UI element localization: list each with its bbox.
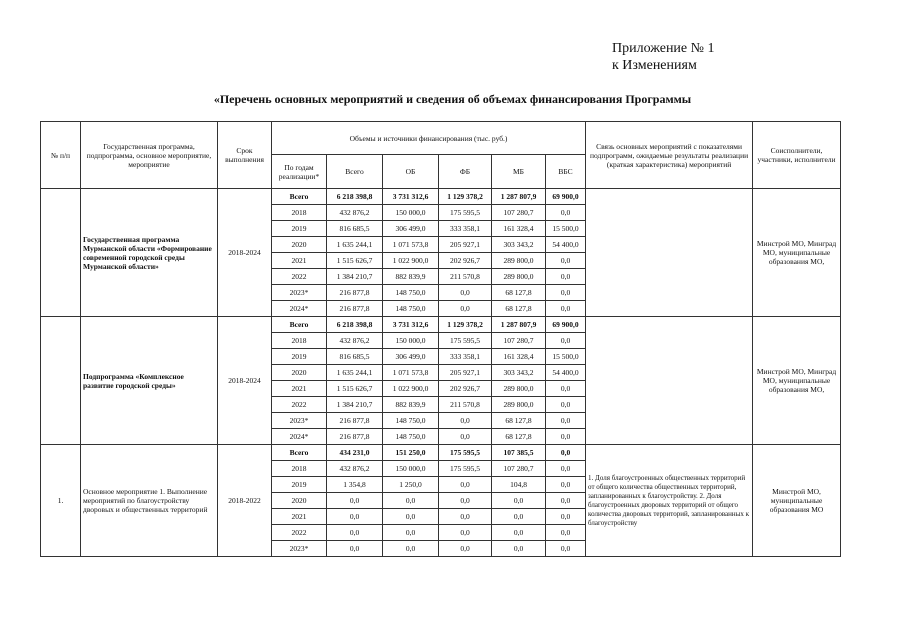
cell-ob: 882 839,9 (383, 397, 439, 413)
cell-vbs: 0,0 (546, 541, 586, 557)
cell-vbs: 0,0 (546, 461, 586, 477)
header-by-years: По годам реализации* (272, 155, 327, 189)
cell-total: 6 218 398,8 (327, 317, 383, 333)
cell-year: 2018 (272, 461, 327, 477)
cell-vbs: 0,0 (546, 413, 586, 429)
cell-vbs: 0,0 (546, 525, 586, 541)
cell-fb: 205 927,1 (439, 365, 492, 381)
cell-fb: 0,0 (439, 525, 492, 541)
cell-ob: 150 000,0 (383, 205, 439, 221)
cell-year: 2024* (272, 301, 327, 317)
cell-mb: 289 800,0 (492, 269, 546, 285)
row-number (41, 189, 81, 317)
cell-total: 434 231,0 (327, 445, 383, 461)
cell-ob: 151 250,0 (383, 445, 439, 461)
link-cell (586, 189, 753, 317)
cell-fb: 0,0 (439, 301, 492, 317)
cell-ob: 148 750,0 (383, 285, 439, 301)
program-name: Подпрограмма «Комплексное развитие городской среды» (81, 317, 218, 445)
cell-fb: 1 129 378,2 (439, 317, 492, 333)
cell-mb: 289 800,0 (492, 381, 546, 397)
cell-mb: 107 385,5 (492, 445, 546, 461)
cell-year: 2022 (272, 525, 327, 541)
cell-total: 0,0 (327, 493, 383, 509)
cell-mb: 303 343,2 (492, 365, 546, 381)
cell-vbs: 0,0 (546, 397, 586, 413)
cell-total: 1 384 210,7 (327, 397, 383, 413)
row-number (41, 317, 81, 445)
cell-total: 1 635 244,1 (327, 237, 383, 253)
document-title: «Перечень основных мероприятий и сведения об объемах финансирования Программы (213, 92, 692, 106)
cell-vbs: 69 900,0 (546, 317, 586, 333)
cell-year: 2018 (272, 205, 327, 221)
header-program: Государственная программа, подпрограмма, основное мероприятие, мероприятие (81, 122, 218, 189)
cell-total: 216 877,8 (327, 413, 383, 429)
cell-mb: 104,8 (492, 477, 546, 493)
cell-vbs: 0,0 (546, 285, 586, 301)
cell-year: Всего (272, 189, 327, 205)
cell-mb: 0,0 (492, 525, 546, 541)
cell-year: 2021 (272, 509, 327, 525)
cell-year: 2024* (272, 429, 327, 445)
cell-fb: 1 129 378,2 (439, 189, 492, 205)
table-row (41, 189, 841, 205)
program-name: Государственная программа Мурманской области «Формирование современной городской среды Мурманской области» (81, 189, 218, 317)
cell-mb: 0,0 (492, 509, 546, 525)
cell-year: 2022 (272, 397, 327, 413)
table-row (41, 317, 841, 333)
header-ob: ОБ (383, 155, 439, 189)
header-mb: МБ (492, 155, 546, 189)
header-executors: Соисполнители, участники, исполнители (753, 122, 841, 189)
cell-ob: 150 000,0 (383, 461, 439, 477)
cell-ob: 1 250,0 (383, 477, 439, 493)
cell-ob: 306 499,0 (383, 349, 439, 365)
cell-total: 1 384 210,7 (327, 269, 383, 285)
appendix-caption (612, 40, 715, 74)
cell-mb: 0,0 (492, 493, 546, 509)
cell-vbs: 0,0 (546, 253, 586, 269)
cell-fb: 333 358,1 (439, 221, 492, 237)
cell-vbs: 0,0 (546, 429, 586, 445)
cell-year: Всего (272, 445, 327, 461)
cell-total: 1 354,8 (327, 477, 383, 493)
table-row (41, 445, 841, 461)
cell-ob: 0,0 (383, 525, 439, 541)
cell-total: 432 876,2 (327, 461, 383, 477)
cell-ob: 148 750,0 (383, 301, 439, 317)
cell-ob: 148 750,0 (383, 429, 439, 445)
cell-ob: 1 071 573,8 (383, 365, 439, 381)
appendix-line-2: к Изменениям (612, 58, 697, 73)
cell-fb: 0,0 (439, 285, 492, 301)
cell-total: 816 685,5 (327, 349, 383, 365)
cell-year: 2020 (272, 365, 327, 381)
cell-fb: 175 595,5 (439, 205, 492, 221)
term-cell: 2018-2024 (218, 189, 272, 317)
cell-mb: 0,0 (492, 541, 546, 557)
header-financing: Объемы и источники финансирования (тыс. руб.) (272, 122, 586, 155)
cell-fb: 202 926,7 (439, 253, 492, 269)
cell-total: 6 218 398,8 (327, 189, 383, 205)
cell-fb: 175 595,5 (439, 333, 492, 349)
cell-mb: 303 343,2 (492, 237, 546, 253)
link-cell: 1. Доля благоустроенных общественных территорий от общего количества общественных территорий, запланированных к благоустройству. 2. Доля благоустроенных дворовых территорий от общего количества дворовых территорий, запланированных к благоустройству (586, 445, 753, 557)
cell-year: 2021 (272, 381, 327, 397)
cell-fb: 0,0 (439, 493, 492, 509)
financing-table (40, 121, 841, 557)
cell-ob: 0,0 (383, 493, 439, 509)
cell-fb: 333 358,1 (439, 349, 492, 365)
cell-fb: 0,0 (439, 541, 492, 557)
cell-vbs: 0,0 (546, 509, 586, 525)
cell-ob: 1 022 900,0 (383, 381, 439, 397)
executors-cell: Минстрой МО, Минград МО, муниципальные образования МО, (753, 317, 841, 445)
cell-total: 0,0 (327, 525, 383, 541)
cell-ob: 3 731 312,6 (383, 317, 439, 333)
cell-vbs: 0,0 (546, 301, 586, 317)
cell-year: 2018 (272, 333, 327, 349)
cell-fb: 0,0 (439, 509, 492, 525)
cell-fb: 175 595,5 (439, 461, 492, 477)
cell-mb: 107 280,7 (492, 333, 546, 349)
cell-mb: 68 127,8 (492, 301, 546, 317)
cell-total: 0,0 (327, 509, 383, 525)
cell-total: 432 876,2 (327, 205, 383, 221)
cell-mb: 289 800,0 (492, 397, 546, 413)
cell-total: 816 685,5 (327, 221, 383, 237)
cell-mb: 1 287 807,9 (492, 189, 546, 205)
cell-ob: 150 000,0 (383, 333, 439, 349)
cell-vbs: 54 400,0 (546, 237, 586, 253)
cell-year: 2021 (272, 253, 327, 269)
executors-cell: Минстрой МО, муниципальные образования МО (753, 445, 841, 557)
cell-vbs: 0,0 (546, 445, 586, 461)
header-vbs: ВБС (546, 155, 586, 189)
cell-vbs: 69 900,0 (546, 189, 586, 205)
term-cell: 2018-2024 (218, 317, 272, 445)
cell-vbs: 0,0 (546, 493, 586, 509)
row-number: 1. (41, 445, 81, 557)
cell-mb: 68 127,8 (492, 285, 546, 301)
link-cell (586, 317, 753, 445)
cell-fb: 0,0 (439, 477, 492, 493)
cell-vbs: 15 500,0 (546, 221, 586, 237)
cell-mb: 68 127,8 (492, 413, 546, 429)
cell-vbs: 54 400,0 (546, 365, 586, 381)
cell-year: 2020 (272, 493, 327, 509)
cell-mb: 161 328,4 (492, 349, 546, 365)
cell-year: Всего (272, 317, 327, 333)
cell-ob: 3 731 312,6 (383, 189, 439, 205)
header-link: Связь основных мероприятий с показателями подпрограмм, ожидаемые результаты реализации (краткая характеристика) мероприятий (586, 122, 753, 189)
cell-ob: 0,0 (383, 541, 439, 557)
cell-year: 2020 (272, 237, 327, 253)
cell-mb: 107 280,7 (492, 461, 546, 477)
cell-mb: 68 127,8 (492, 429, 546, 445)
cell-mb: 1 287 807,9 (492, 317, 546, 333)
cell-ob: 148 750,0 (383, 413, 439, 429)
cell-year: 2022 (272, 269, 327, 285)
cell-ob: 1 022 900,0 (383, 253, 439, 269)
executors-cell: Минстрой МО, Минград МО, муниципальные образования МО, (753, 189, 841, 317)
cell-total: 0,0 (327, 541, 383, 557)
cell-fb: 211 570,8 (439, 269, 492, 285)
cell-ob: 1 071 573,8 (383, 237, 439, 253)
cell-total: 1 515 626,7 (327, 381, 383, 397)
cell-vbs: 0,0 (546, 477, 586, 493)
cell-mb: 107 280,7 (492, 205, 546, 221)
cell-ob: 882 839,9 (383, 269, 439, 285)
cell-vbs: 0,0 (546, 381, 586, 397)
cell-year: 2019 (272, 477, 327, 493)
header-term: Срок выполнения (218, 122, 272, 189)
cell-year: 2019 (272, 221, 327, 237)
header-fb: ФБ (439, 155, 492, 189)
cell-total: 216 877,8 (327, 429, 383, 445)
cell-fb: 0,0 (439, 413, 492, 429)
header-row-1 (41, 122, 841, 155)
header-total: Всего (327, 155, 383, 189)
cell-ob: 0,0 (383, 509, 439, 525)
cell-vbs: 0,0 (546, 333, 586, 349)
cell-mb: 161 328,4 (492, 221, 546, 237)
cell-total: 1 515 626,7 (327, 253, 383, 269)
appendix-line-1: Приложение № 1 (612, 41, 715, 56)
cell-total: 216 877,8 (327, 285, 383, 301)
cell-vbs: 0,0 (546, 205, 586, 221)
cell-fb: 205 927,1 (439, 237, 492, 253)
cell-year: 2023* (272, 285, 327, 301)
cell-ob: 306 499,0 (383, 221, 439, 237)
cell-mb: 289 800,0 (492, 253, 546, 269)
cell-year: 2023* (272, 413, 327, 429)
cell-total: 1 635 244,1 (327, 365, 383, 381)
cell-vbs: 0,0 (546, 269, 586, 285)
cell-year: 2023* (272, 541, 327, 557)
header-num: № п/п (41, 122, 81, 189)
cell-total: 432 876,2 (327, 333, 383, 349)
program-name: Основное мероприятие 1. Выполнение мероприятий по благоустройству дворовых и общественных территорий (81, 445, 218, 557)
cell-total: 216 877,8 (327, 301, 383, 317)
cell-fb: 175 595,5 (439, 445, 492, 461)
cell-vbs: 15 500,0 (546, 349, 586, 365)
table-body (41, 122, 841, 557)
term-cell: 2018-2022 (218, 445, 272, 557)
cell-year: 2019 (272, 349, 327, 365)
cell-fb: 211 570,8 (439, 397, 492, 413)
cell-fb: 0,0 (439, 429, 492, 445)
cell-fb: 202 926,7 (439, 381, 492, 397)
